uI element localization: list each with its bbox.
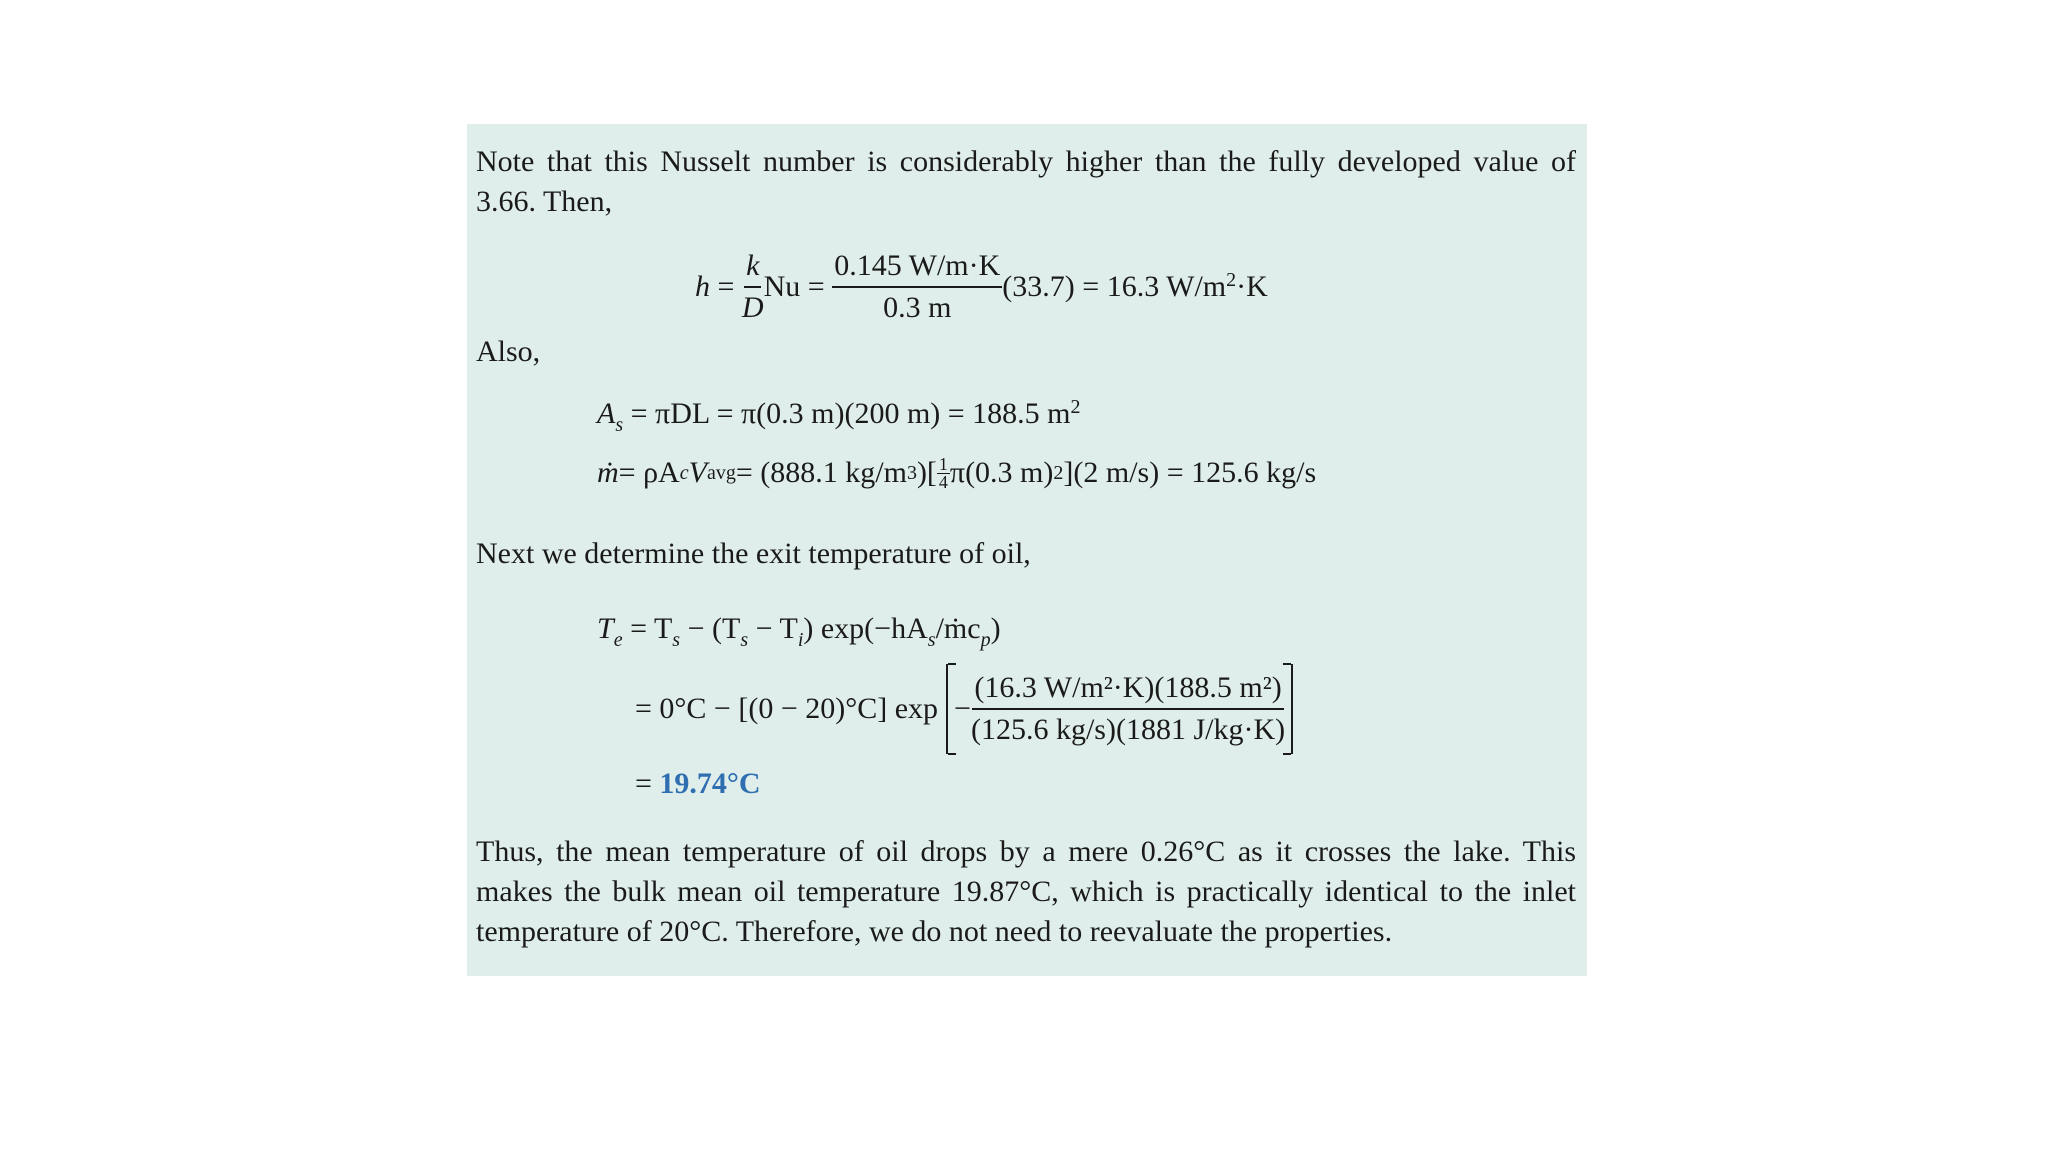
exponent-denominator: (125.6 kg/s)(1881 J/kg·K) (970, 713, 1286, 746)
equation-area: $A_s = \pi DL = \pi(0.3$ m)(200 m) = 188.5 $m^2$ (597, 396, 1081, 436)
d-denominator: D (741, 291, 764, 324)
diameter-denominator: 0.3 m (883, 291, 952, 324)
k-over-d-fraction (742, 246, 764, 328)
exponent-bracket: − $\frac{\text{(16.3 W/m²·K)(188.5 m²)}}{(125.6 kg/s)(1881 J/kg\cdot K)}$ (946, 664, 1293, 754)
quarter-fraction: $\frac{1}{4}$ (938, 453, 948, 492)
also-label: Also, (476, 335, 541, 368)
equation-h: h = $\frac{k}{D}$ Nu = $\frac{0.145 W/m\cdot K}{0.3 m}$ (33.7) = 16.3 $W/m^2\cdot K$ (695, 246, 1268, 328)
exponent-fraction (971, 668, 1285, 750)
nu-symbol: Nu (763, 270, 801, 303)
exponent-numerator: (16.3 W/m²·K)(188.5 m²) (972, 668, 1283, 710)
equation-mass-flow: ṁ = ρA c V avg = (888.1 kg/m 3 )[ $\frac{1}{4}$ π(0.3 m) 2 ](2 m/s) = 125.6 kg/s (597, 453, 1317, 492)
k-numerator: k (744, 246, 761, 288)
intro-paragraph: Note that this Nusselt number is considerably higher than the fully developed value of 3.66. Then, (476, 145, 1576, 218)
exit-temp-result-line: = 19.74°C (635, 767, 761, 800)
exit-temp-result: 19.74°C (659, 767, 761, 800)
conductivity-fraction (832, 246, 1002, 328)
equation-exit-temp-general: $T_e = T_s - (T_s - T_i)$ $\exp(-hA_s/ṁc_p)$ (597, 612, 1001, 651)
next-sentence: Next we determine the exit temperature of oil, (476, 537, 1031, 570)
solution-panel (467, 124, 1587, 976)
equation-exit-temp-substituted: = 0°C − [(0 − 20)°C] exp − $\frac{\text{(16.3 W/m²·K)(188.5 m²)}}{(125.6 kg/s)(1881 J/kg\cdot K)}$ (635, 664, 1293, 754)
conductivity-numerator: 0.145 W/m·K (832, 246, 1002, 288)
h-result: (33.7) = 16.3 $W/m^2\cdot K$ (1002, 269, 1268, 303)
h-symbol: h (695, 270, 710, 303)
conclusion-paragraph: Thus, the mean temperature of oil drops by a mere 0.26°C as it crosses the lake. This makes the bulk mean oil temperature 19.87°C, which is practically identical to the inlet temperature of 20°C. Therefore, we do not need to reevaluate the properties. (476, 835, 1576, 948)
